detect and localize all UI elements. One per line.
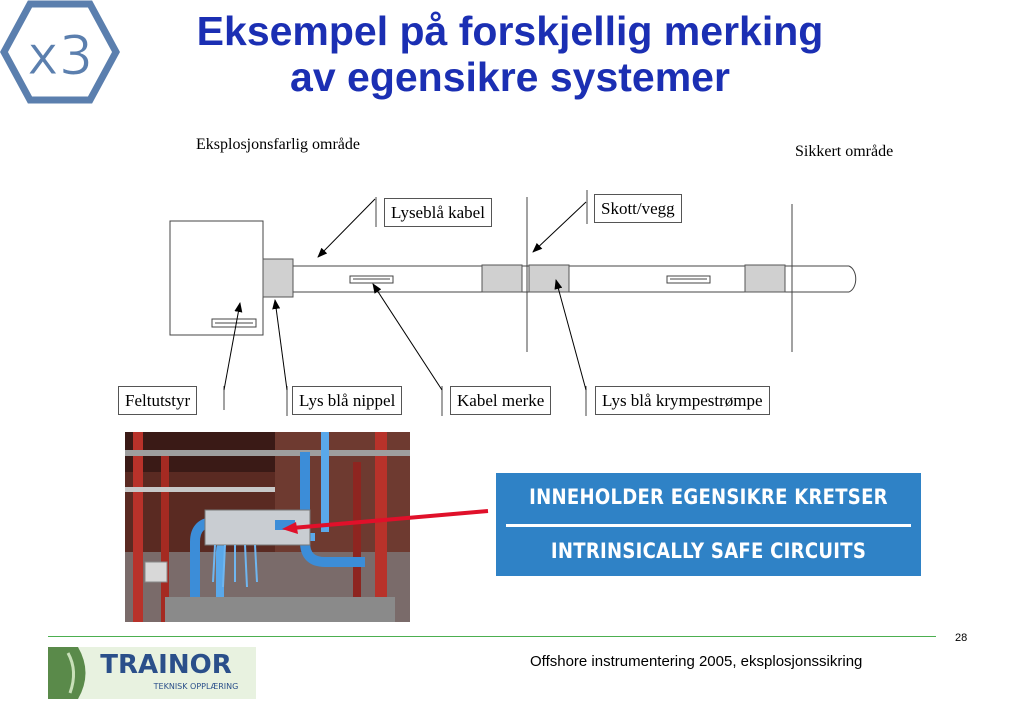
sleeve-1 [482,265,522,292]
label-field-equipment: Feltutstyr [118,386,197,415]
red-pointer-line [280,508,490,534]
page-number: 28 [955,632,968,644]
sleeve-3 [745,265,785,292]
trainor-logo [48,643,256,701]
nipple [263,259,293,297]
sleeve-2 [529,265,569,292]
trainor-wordmark: TRAINOR [100,650,232,680]
label-wall: Skott/vegg [594,194,682,223]
label-nipple: Lys blå nippel [292,386,402,415]
label-sleeve: Lys blå krympestrømpe [595,386,770,415]
arrow-nipple [275,300,287,390]
zone-safe-label: Sikkert område [795,143,894,160]
trainor-subtitle: TEKNISK OPPLÆRING [153,682,239,691]
footer-divider [48,636,936,637]
intrinsically-safe-sign [496,473,921,576]
sign-line-1: INNEHOLDER EGENSIKRE KRETSER [529,485,888,509]
arrow-wall [533,202,586,252]
cable-end [849,266,856,292]
zone-hazardous-label: Eksplosjonsfarlig område [196,136,360,153]
title-line-1: Eksempel på forskjellig merking [196,8,824,54]
sign-divider [506,524,911,527]
arrow-marker [373,284,442,390]
label-cable-marker: Kabel merke [450,386,551,415]
footer-text: Offshore instrumentering 2005, eksplosjonssikring [530,653,863,670]
sign-line-2: INTRINSICALLY SAFE CIRCUITS [550,539,867,563]
field-equipment-box [170,221,263,335]
arrow-sleeve [556,280,586,390]
label-cable: Lyseblå kabel [384,198,492,227]
arrow-cable [318,199,375,257]
ex-mark-text: x3 [26,24,94,87]
title-line-2: av egensikre systemer [290,54,730,100]
